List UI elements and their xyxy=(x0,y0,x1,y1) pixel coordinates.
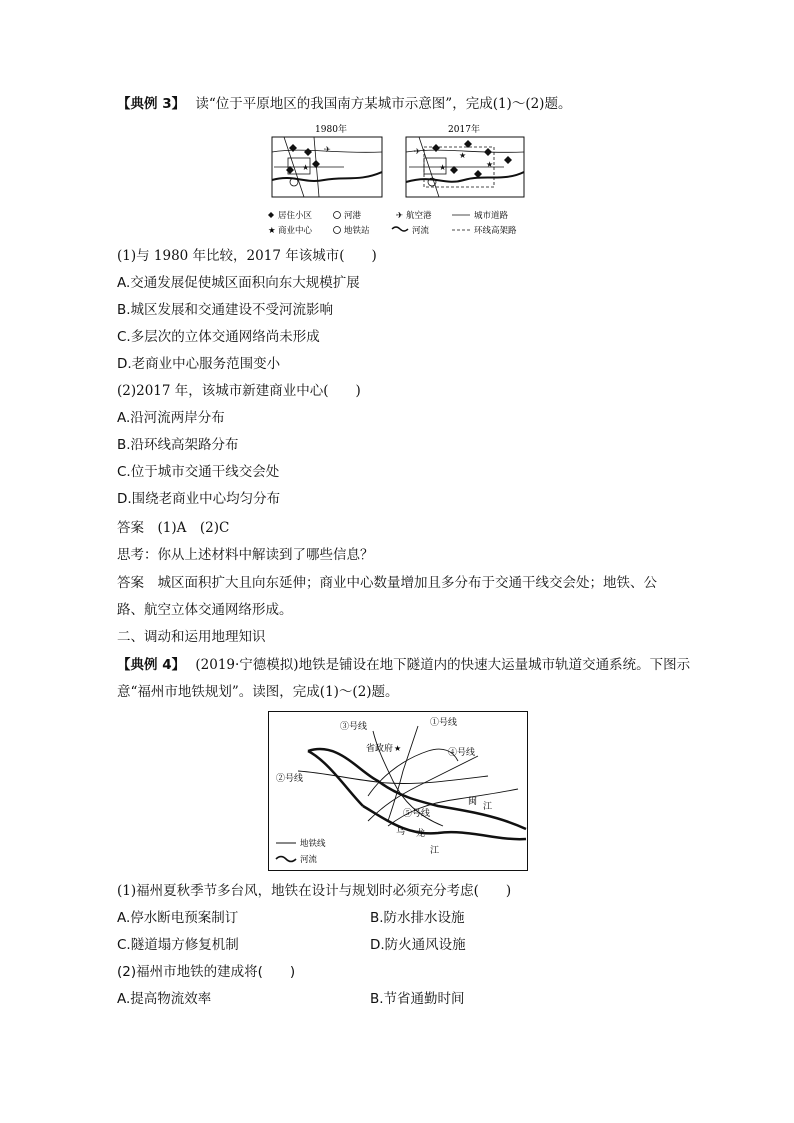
provincial-government-label: 省政府 xyxy=(366,744,394,754)
wulong-river-char-3: 江 xyxy=(430,846,440,856)
map-1980 xyxy=(272,137,382,197)
metro-line-5-label: ⑤号线 xyxy=(403,809,431,819)
example3-q2-option-a: A.沿河流两岸分布 xyxy=(117,410,225,426)
metro-line-1-label: ①号线 xyxy=(430,718,458,728)
example4-q2: (2)福州市地铁的建成将( ) xyxy=(117,964,296,980)
example3-stem xyxy=(117,95,571,113)
example3-question: 读“位于平原地区的我国南方某城市示意图”，完成(1)～(2)题。 xyxy=(195,96,572,112)
legend-river: 河流 xyxy=(300,855,318,865)
svg-text:★: ★ xyxy=(459,151,467,160)
example4-stem-line2: 意“福州市地铁规划”。读图，完成(1)～(2)题。 xyxy=(117,684,399,700)
example3-answer2-line2: 路、航空立体交通网络形成。 xyxy=(117,602,293,618)
example4-stem-line1 xyxy=(117,656,690,674)
map-2017-title: 2017年 xyxy=(448,125,480,135)
example3-q1-option-d: D.老商业中心服务范围变小 xyxy=(117,356,281,372)
example4-q1-option-d: D.防火通风设施 xyxy=(370,937,466,953)
example3-q1-option-b: B.城区发展和交通建设不受河流影响 xyxy=(117,302,334,318)
svg-text:★: ★ xyxy=(486,160,494,169)
example3-tag: 【典例 3】 xyxy=(117,96,186,112)
legend-subway-station: 地铁站 xyxy=(344,226,370,236)
example4-q2-option-b: B.节省通勤时间 xyxy=(370,991,465,1007)
legend-metro-line: 地铁线 xyxy=(300,839,326,849)
legend-river: 河流 xyxy=(412,226,430,236)
fuzhou-metro-map xyxy=(268,711,528,871)
legend-residential: 居住小区 xyxy=(278,211,313,221)
legend-commercial-center: 商业中心 xyxy=(278,226,313,236)
example3-q2: (2)2017 年，该城市新建商业中心( ) xyxy=(117,383,361,399)
example3-q2-option-b: B.沿环线高架路分布 xyxy=(117,437,239,453)
svg-text:★: ★ xyxy=(302,163,310,172)
example3-q1-option-c: C.多层次的立体交通网络尚未形成 xyxy=(117,329,320,345)
wulong-river-char-2: 龙 xyxy=(416,829,426,839)
example4-q1-option-a: A.停水断电预案制订 xyxy=(117,910,239,926)
legend-city-road: 城市道路 xyxy=(474,211,509,221)
example4-q1: (1)福州夏秋季节多台风，地铁在设计与规划时必须充分考虑( ) xyxy=(117,883,512,899)
example4-q1-option-b: B.防水排水设施 xyxy=(370,910,465,926)
example3-q2-option-d: D.围绕老商业中心均匀分布 xyxy=(117,491,281,507)
example3-answer: 答案 (1)A (2)C xyxy=(117,520,230,536)
example3-q1: (1)与 1980 年比较，2017 年该城市( ) xyxy=(117,248,377,264)
map-2017 xyxy=(406,137,524,197)
svg-text:★: ★ xyxy=(439,163,447,172)
example3-think: 思考：你从上述材料中解读到了哪些信息？ xyxy=(117,547,374,563)
svg-text:✈: ✈ xyxy=(324,145,331,154)
metro-line-4-label: ④号线 xyxy=(448,748,476,758)
legend-airport: 航空港 xyxy=(406,211,432,221)
svg-text:✈: ✈ xyxy=(396,211,404,221)
map-1980-title: 1980年 xyxy=(315,125,347,135)
example3-q1-option-a: A.交通发展促使城区面积向东大规模扩展 xyxy=(117,275,360,291)
example4-q1-option-c: C.隧道塌方修复机制 xyxy=(117,937,239,953)
svg-text:✈: ✈ xyxy=(414,147,421,156)
svg-text:★: ★ xyxy=(268,226,276,236)
metro-line-2-label: ②号线 xyxy=(276,774,304,784)
map-legend xyxy=(268,210,517,236)
legend-river-port: 河港 xyxy=(344,211,362,221)
legend-ring-elevated-road: 环线高架路 xyxy=(474,226,517,236)
min-river-char-1: 闽 xyxy=(468,797,478,807)
example4-q2-option-a: A.提高物流效率 xyxy=(117,991,212,1007)
min-river-char-2: 江 xyxy=(483,802,493,812)
star-icon: ★ xyxy=(394,744,402,753)
example3-q2-option-c: C.位于城市交通干线交会处 xyxy=(117,464,280,480)
wulong-river-char-1: 乌 xyxy=(396,827,406,837)
metro-line-3-label: ③号线 xyxy=(340,722,368,732)
section-heading: 二、调动和运用地理知识 xyxy=(117,629,266,645)
example3-answer2-line1: 答案 城区面积扩大且向东延伸；商业中心数量增加且多分布于交通干线交会处；地铁、公 xyxy=(117,575,657,591)
example4-stem-text: (2019·宁德模拟)地铁是铺设在地下隧道内的快速大运量城市轨道交通系统。下图示 xyxy=(195,657,691,673)
city-comparison-map xyxy=(264,122,534,242)
example4-tag: 【典例 4】 xyxy=(117,657,186,673)
